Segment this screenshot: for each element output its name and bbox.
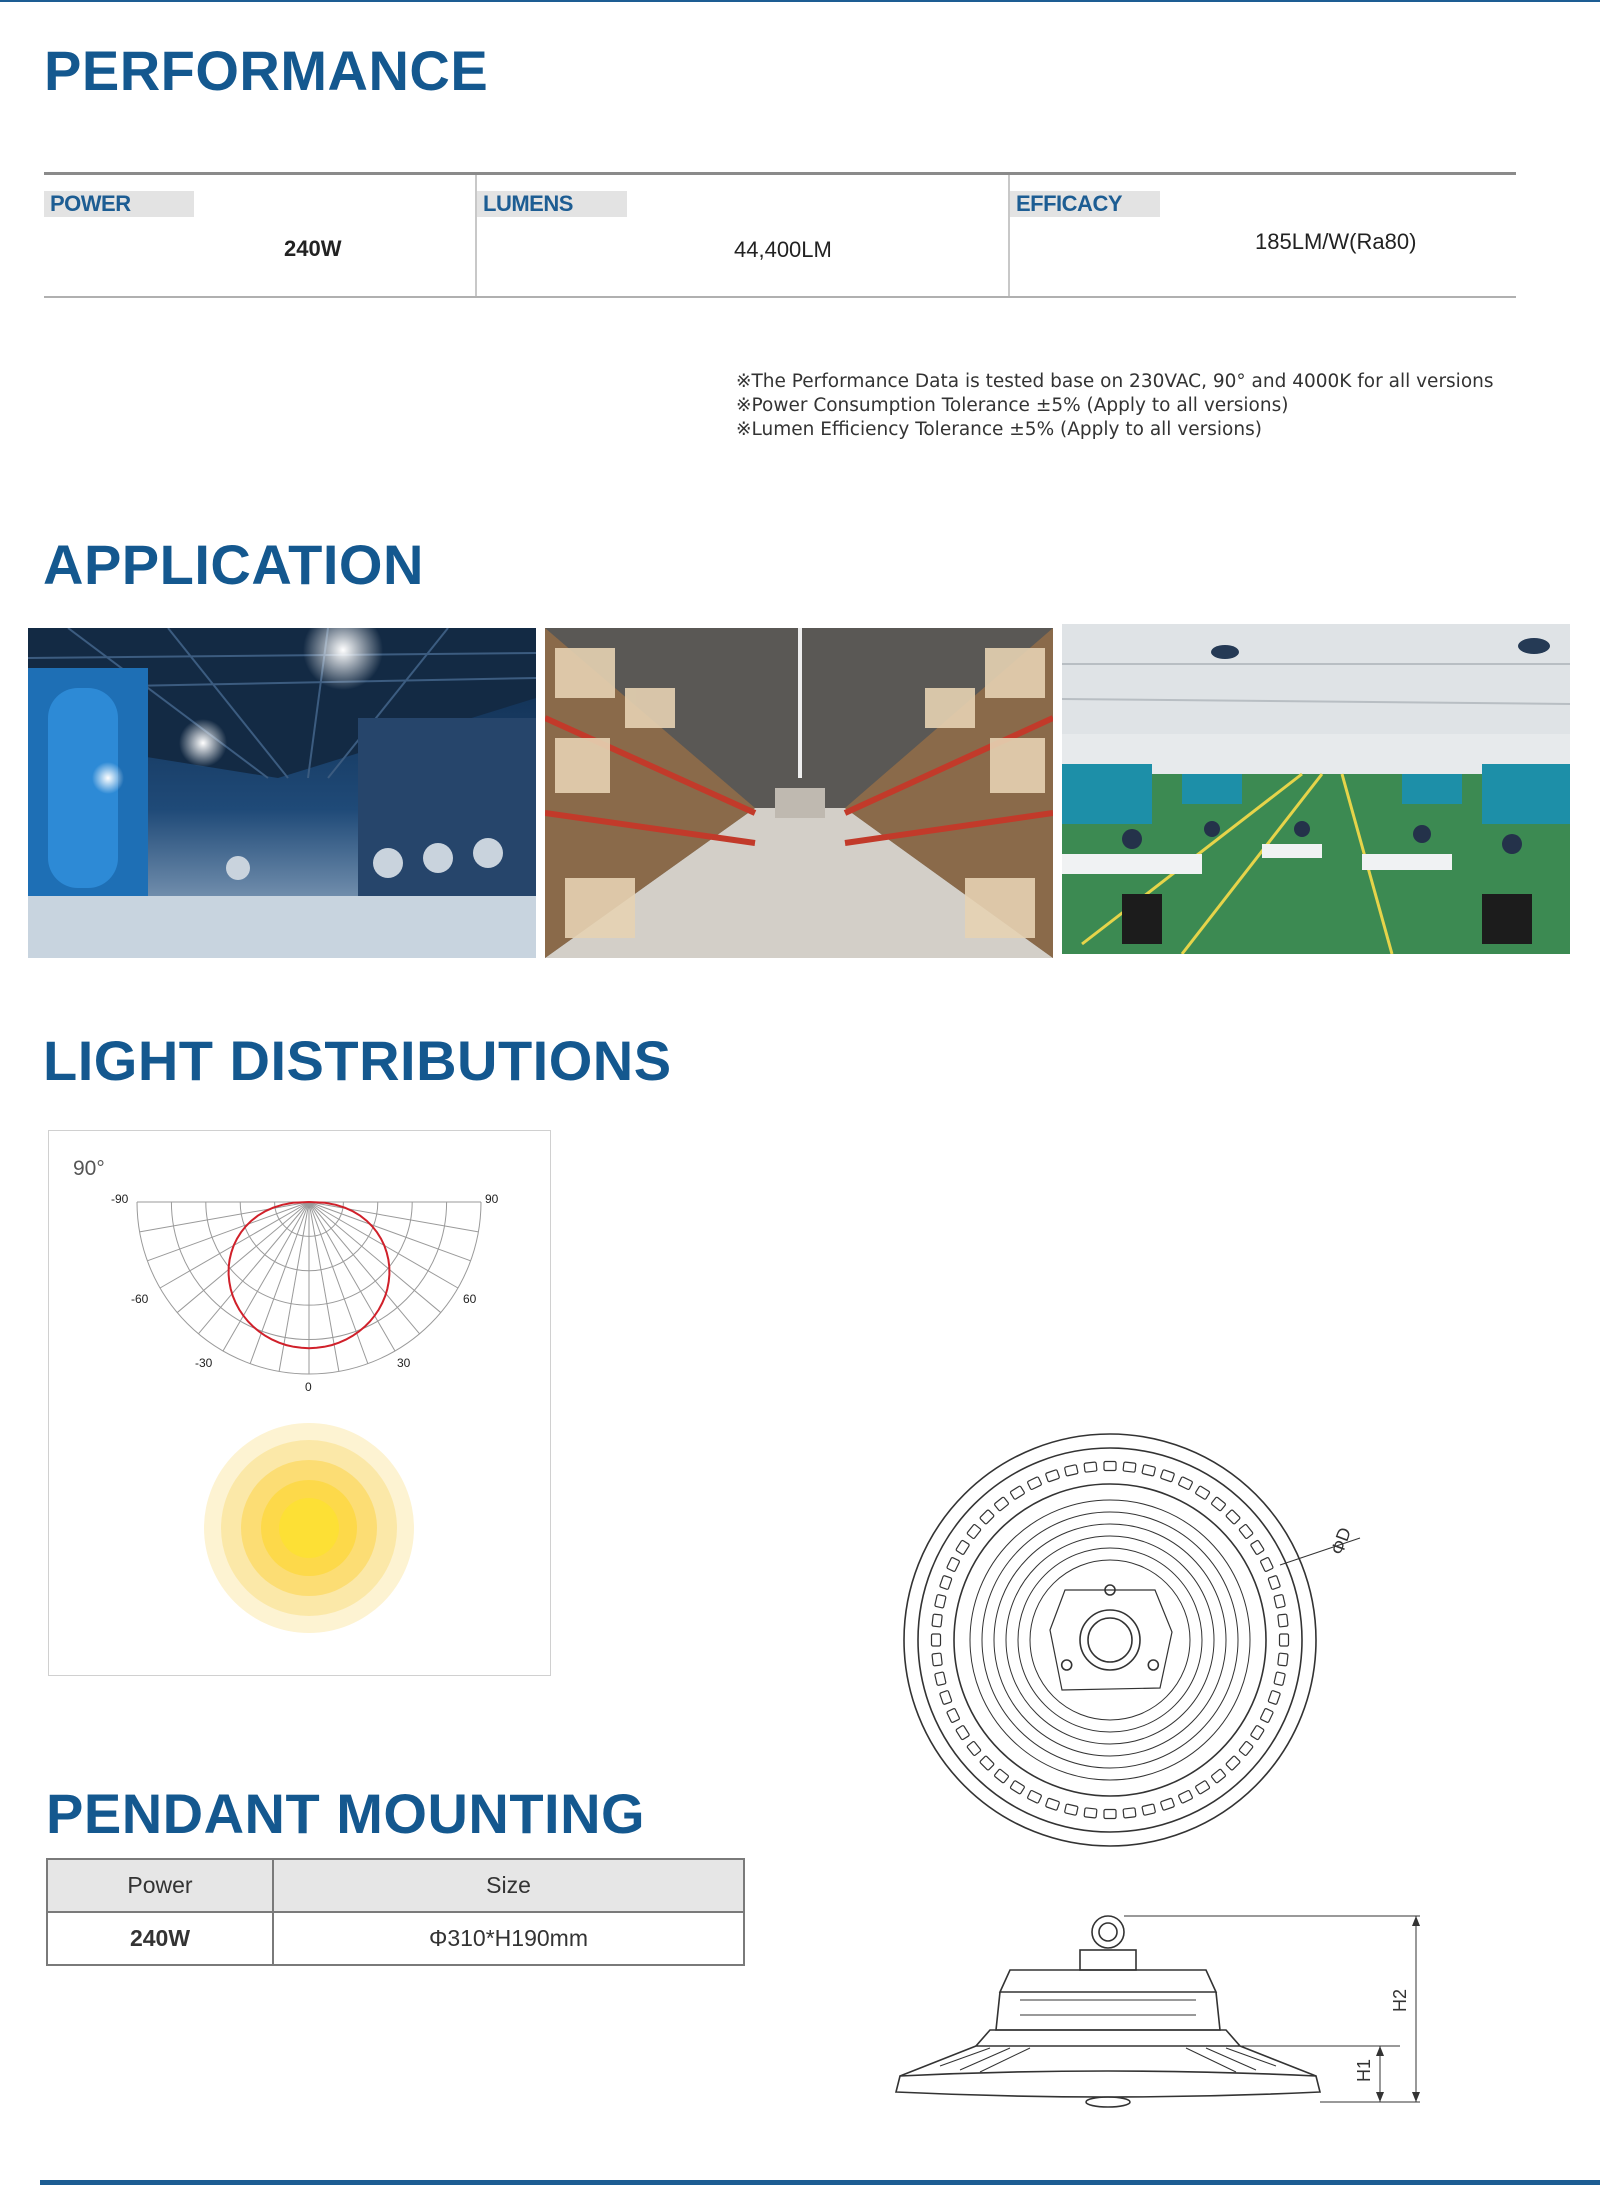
vent-slot — [1250, 1540, 1264, 1555]
fin-ring — [994, 1524, 1226, 1756]
vent-slot — [932, 1634, 941, 1646]
housing-ring — [918, 1448, 1302, 1832]
vent-slot — [1195, 1780, 1210, 1794]
fin-ring — [1030, 1560, 1190, 1720]
fin-ring — [1018, 1548, 1202, 1732]
vent-slot — [1278, 1614, 1288, 1627]
vent-slot — [980, 1510, 995, 1525]
note-line: ※Power Consumption Tolerance ±5% (Apply to all versions) — [736, 395, 1289, 416]
header-size: Size — [273, 1859, 744, 1912]
vent-slot — [1226, 1756, 1241, 1771]
vent-slot — [1239, 1741, 1254, 1756]
mounting-table — [46, 1858, 745, 1966]
diameter-label: ΦD — [1326, 1524, 1356, 1558]
vent-slot — [1268, 1575, 1280, 1589]
vent-slot — [1280, 1634, 1289, 1646]
vent-slot — [956, 1540, 970, 1555]
power-label: POWER — [44, 191, 194, 217]
beam-angle-label: 90° — [73, 1157, 105, 1180]
fin-ring — [982, 1512, 1238, 1768]
vent-slot — [1104, 1810, 1116, 1819]
vent-slot — [956, 1725, 970, 1740]
h2-label: H2 — [1390, 1988, 1410, 2012]
vent-slot — [1178, 1790, 1193, 1803]
warehouse-aisle-photo — [545, 628, 1053, 958]
center-hub — [1080, 1610, 1140, 1670]
angle-label: -90 — [111, 1192, 129, 1206]
vent-slot — [1142, 1465, 1156, 1476]
vent-slot — [1239, 1524, 1254, 1539]
top-view-drawing — [880, 1420, 1400, 1860]
vent-slot — [967, 1524, 982, 1539]
vent-slot — [1178, 1477, 1193, 1490]
vent-slot — [1010, 1780, 1025, 1794]
vent-slot — [940, 1690, 952, 1704]
vent-slot — [1010, 1486, 1025, 1500]
vent-slot — [932, 1614, 942, 1627]
polar-curve-chart — [49, 1131, 549, 1674]
lumens-label: LUMENS — [477, 191, 627, 217]
vent-slot — [1260, 1557, 1273, 1572]
vent-slot — [1195, 1486, 1210, 1500]
performance-notes — [736, 370, 1494, 442]
mount-screw — [1148, 1660, 1158, 1670]
driver-plate — [1050, 1590, 1172, 1690]
vent-slot — [1274, 1594, 1285, 1608]
vent-slot — [1084, 1808, 1097, 1818]
row-size: Φ310*H190mm — [273, 1912, 744, 1965]
fin-ring — [1006, 1536, 1214, 1744]
performance-table — [44, 172, 1516, 298]
efficacy-value: 185LM/W(Ra80) — [1255, 229, 1417, 254]
performance-heading: PERFORMANCE — [44, 39, 489, 102]
vent-slot — [935, 1672, 946, 1686]
center-hole — [1088, 1618, 1132, 1662]
pendant-mounting-heading: PENDANT MOUNTING — [46, 1782, 646, 1845]
application-heading: APPLICATION — [43, 533, 424, 596]
vent-slot — [967, 1741, 982, 1756]
efficacy-label: EFFICACY — [1010, 191, 1160, 217]
efficacy-column — [1008, 175, 1516, 296]
vent-slot — [994, 1769, 1009, 1784]
angle-label: 30 — [397, 1356, 411, 1370]
lumens-value: 44,400LM — [734, 237, 832, 262]
table-row — [47, 1912, 744, 1965]
vent-slot — [1278, 1653, 1288, 1666]
power-column — [44, 175, 475, 296]
polar-diagram-panel — [48, 1130, 551, 1676]
vent-slot — [1260, 1708, 1273, 1723]
factory-floor-photo — [1062, 624, 1570, 954]
vent-slot — [947, 1557, 960, 1572]
h1-label: H1 — [1354, 2058, 1374, 2082]
angle-label: 90 — [485, 1192, 499, 1206]
top-rule — [0, 0, 1600, 2]
beam-spot — [204, 1423, 414, 1633]
vent-slot — [1064, 1804, 1078, 1815]
industrial-plant-photo — [28, 628, 536, 958]
lumens-column — [475, 175, 1008, 296]
side-view-drawing — [880, 1880, 1440, 2120]
note-line: ※Lumen Efficiency Tolerance ±5% (Apply to all versions) — [736, 419, 1262, 440]
vent-slot — [1160, 1798, 1174, 1810]
power-value: 240W — [284, 236, 342, 261]
vent-slot — [1226, 1510, 1241, 1525]
light-distributions-heading: LIGHT DISTRIBUTIONS — [43, 1029, 672, 1092]
table-header-row — [47, 1859, 744, 1912]
vent-slot — [1084, 1462, 1097, 1472]
vent-slot — [1211, 1497, 1226, 1512]
housing-outer — [904, 1434, 1316, 1846]
vent-slot — [1160, 1470, 1174, 1482]
vent-slot — [1123, 1808, 1136, 1818]
vent-slot — [1250, 1725, 1264, 1740]
header-power: Power — [47, 1859, 273, 1912]
vent-slot — [1268, 1690, 1280, 1704]
fin-ring-outer — [954, 1484, 1266, 1796]
vent-slot — [1027, 1790, 1042, 1803]
vent-slot — [1064, 1465, 1078, 1476]
note-line: ※The Performance Data is tested base on 230VAC, 90° and 4000K for all versions — [736, 371, 1494, 392]
vent-slot — [940, 1575, 952, 1589]
angle-label: 0 — [305, 1380, 312, 1394]
vent-slot — [932, 1653, 942, 1666]
vent-slot — [1027, 1477, 1042, 1490]
row-power: 240W — [47, 1912, 273, 1965]
vent-slot — [1104, 1462, 1116, 1471]
vent-slot — [1045, 1470, 1059, 1482]
angle-label: -30 — [195, 1356, 213, 1370]
vent-slot — [1274, 1672, 1285, 1686]
angle-label: -60 — [131, 1292, 149, 1306]
vent-slot — [980, 1756, 995, 1771]
vent-slot — [1045, 1798, 1059, 1810]
vent-slot — [1142, 1804, 1156, 1815]
vent-slot — [935, 1594, 946, 1608]
bottom-rule — [40, 2180, 1600, 2185]
angle-label: 60 — [463, 1292, 477, 1306]
vent-slot — [1123, 1462, 1136, 1472]
fin-ring — [970, 1500, 1250, 1780]
mount-screw — [1062, 1660, 1072, 1670]
vent-slot — [994, 1497, 1009, 1512]
vent-slot — [1211, 1769, 1226, 1784]
vent-slot — [947, 1708, 960, 1723]
